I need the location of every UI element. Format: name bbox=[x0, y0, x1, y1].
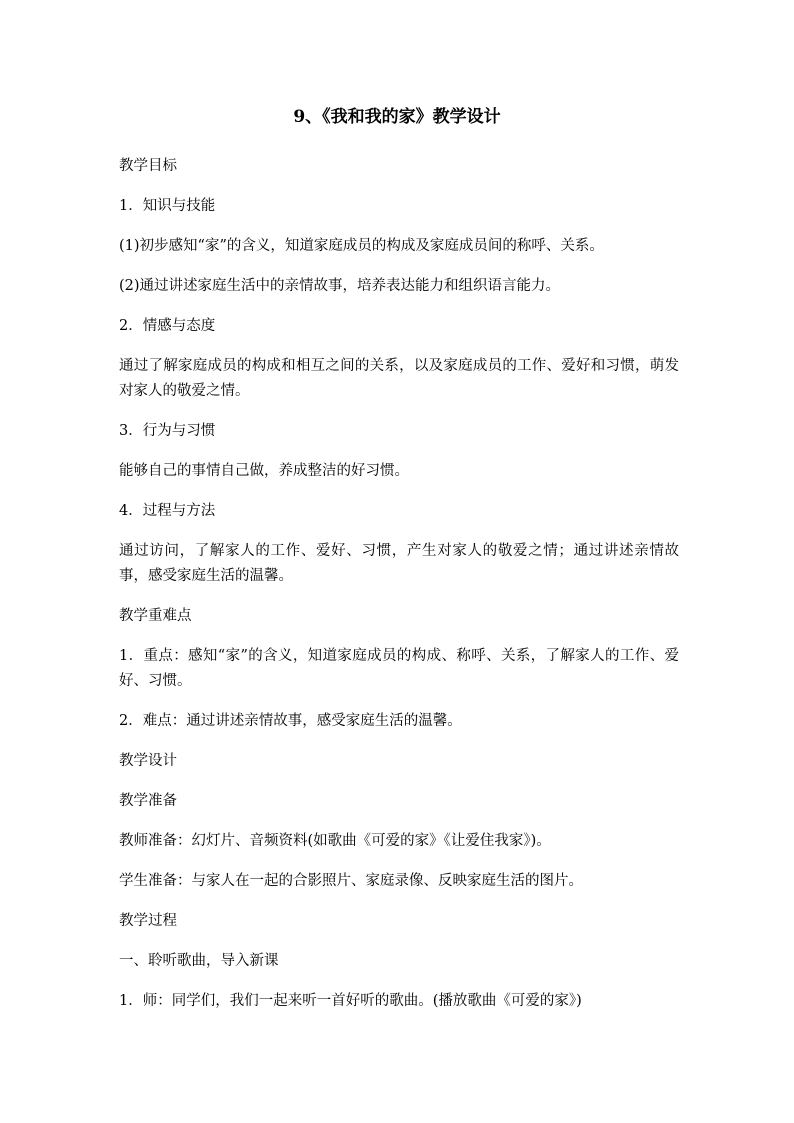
paragraph: 通过了解家庭成员的构成和相互之间的关系，以及家庭成员的工作、爱好和习惯，萌发对家人的敬爱之情。 bbox=[119, 358, 679, 399]
paragraph: 能够自己的事情自己做，养成整洁的好习惯。 bbox=[119, 463, 409, 479]
subheading-emotion-attitude: 2．情感与态度 bbox=[119, 318, 216, 334]
subheading-behavior-habits: 3．行为与习惯 bbox=[119, 423, 216, 439]
section-heading-design: 教学设计 bbox=[119, 753, 177, 769]
paragraph: (2)通过讲述家庭生活中的亲情故事，培养表达能力和组织语言能力。 bbox=[119, 278, 561, 294]
subheading-process-method: 4．过程与方法 bbox=[119, 503, 216, 519]
paragraph: 1．师：同学们，我们一起来听一首好听的歌曲。(播放歌曲《可爱的家》) bbox=[119, 993, 582, 1009]
paragraph: 2．难点：通过讲述亲情故事，感受家庭生活的温馨。 bbox=[119, 713, 462, 729]
subheading-step-one: 一、聆听歌曲，导入新课 bbox=[119, 953, 279, 969]
section-heading-process: 教学过程 bbox=[119, 913, 177, 929]
paragraph: 学生准备：与家人在一起的合影照片、家庭录像、反映家庭生活的图片。 bbox=[119, 873, 583, 889]
section-heading-preparation: 教学准备 bbox=[119, 793, 177, 809]
paragraph: 教师准备：幻灯片、音频资料(如歌曲《可爱的家》《让爱住我家》)。 bbox=[119, 833, 551, 849]
document-title: 9、《我和我的家》教学设计 bbox=[293, 107, 501, 127]
document-body bbox=[119, 154, 679, 1029]
subheading-knowledge-skills: 1．知识与技能 bbox=[119, 198, 216, 214]
paragraph: (1)初步感知“家”的含义，知道家庭成员的构成及家庭成员间的称呼、关系。 bbox=[119, 238, 604, 254]
paragraph: 通过访问，了解家人的工作、爱好、习惯，产生对家人的敬爱之情；通过讲述亲情故事，感受家庭生活的温馨。 bbox=[119, 543, 679, 584]
section-heading-objectives: 教学目标 bbox=[119, 158, 177, 174]
section-heading-key-points: 教学重难点 bbox=[119, 608, 192, 624]
paragraph: 1．重点：感知“家”的含义，知道家庭成员的构成、称呼、关系，了解家人的工作、爱好、习惯。 bbox=[119, 648, 679, 689]
